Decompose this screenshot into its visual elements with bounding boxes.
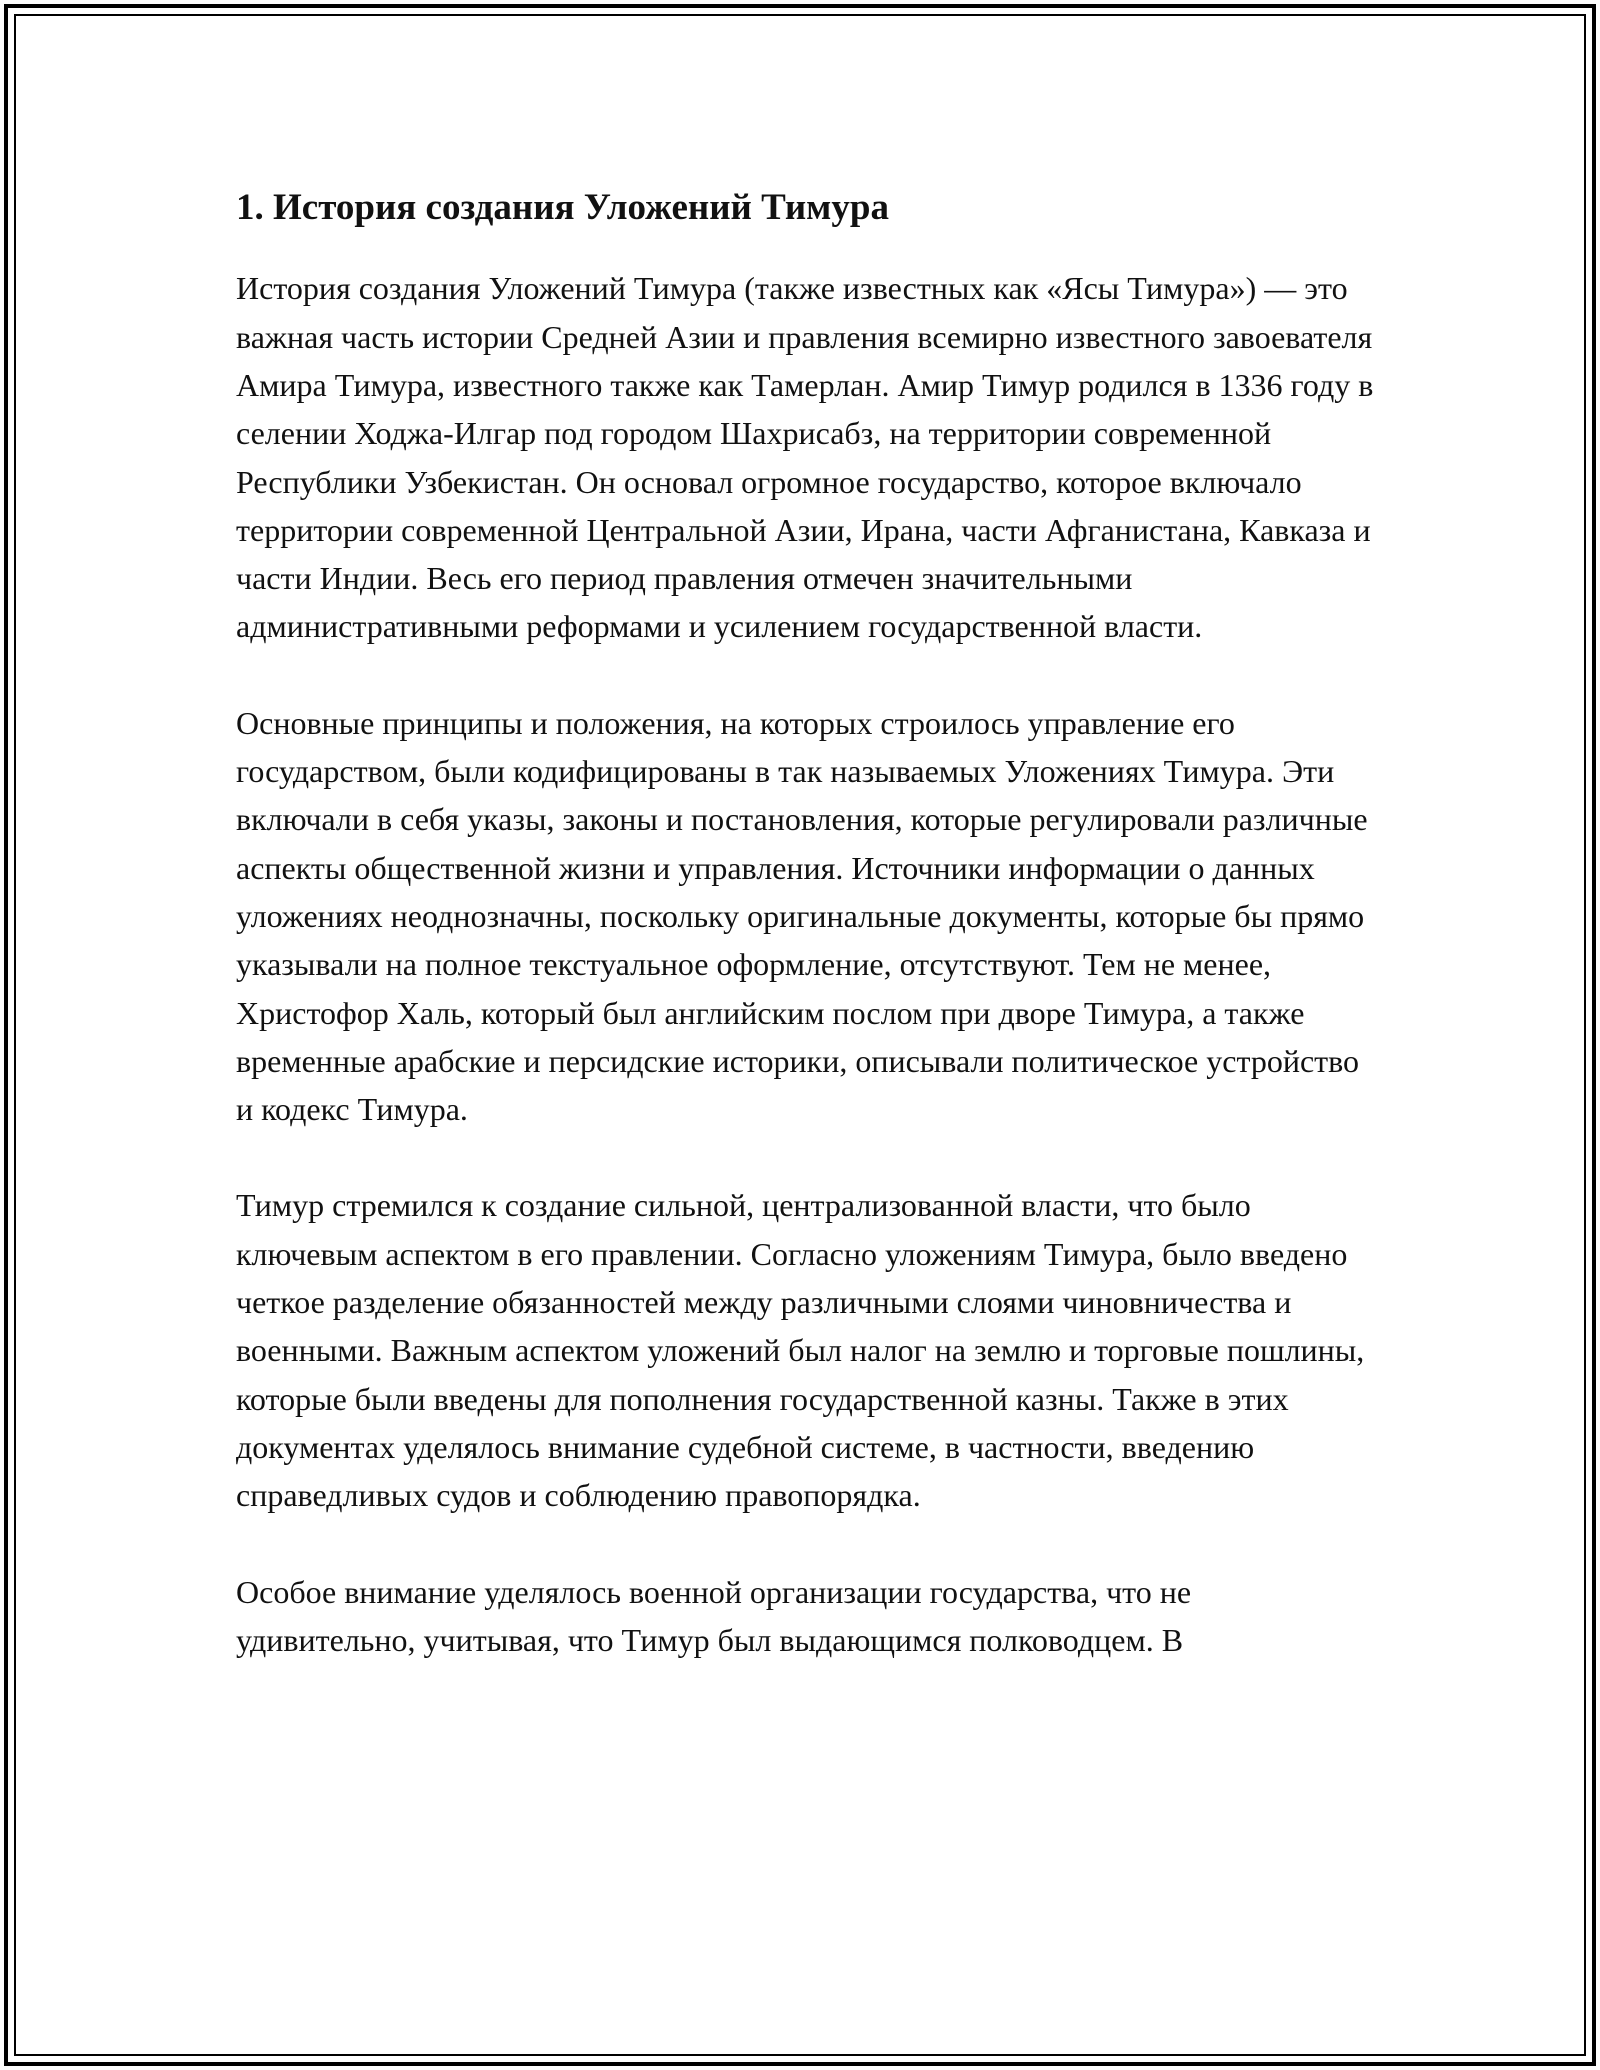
section-heading: 1. История создания Уложений Тимура <box>236 187 889 228</box>
paragraph-1: История создания Уложений Тимура (также известных как «Ясы Тимура») — это важная часть истории Средней Азии и правления всемирно известного завоевателя Амира Тимура, известного также как Тамерлан. Амир Тимур родился в 1336 году в селении Ходжа-Илгар под городом Шахрисабз, на территории современной Республики Узбекистан. Он основал огромное государство, которое включало территории современной Центральной Азии, Ирана, части Афганистана, Кавказа и части Индии. Весь его период правления отмечен значительными административными реформами и усилением государственной власти. <box>236 270 1374 645</box>
document-body <box>236 186 1376 1712</box>
paragraph-4: Особое внимание уделялось военной организации государства, что не удивительно, учитывая, что Тимур был выдающимся полководцем. В <box>236 1573 1192 1658</box>
paragraph-2: Основные принципы и положения, на которых строилось управление его государством, были кодифицированы в так называемых Уложениях Тимура. Эти включали в себя указы, законы и постановления, которые регулировали различные аспекты общественной жизни и управления. Источники информации о данных уложениях неоднозначны, поскольку оригинальные документы, которые бы прямо указывали на полное текстуальное оформление, отсутствуют. Тем не менее, Христофор Халь, который был английским послом при дворе Тимура, а также временные арабские и персидские историки, описывали политическое устройство и кодекс Тимура. <box>236 704 1368 1128</box>
paragraph-3: Тимур стремился к создание сильной, централизованной власти, что было ключевым аспектом в его правлении. Согласно уложениям Тимура, было введено четкое разделение обязанностей между различными слоями чиновничества и военными. Важным аспектом уложений был налог на землю и торговые пошлины, которые были введены для пополнения государственной казны. Также в этих документах уделялось внимание судебной системе, в частности, введению справедливых судов и соблюдению правопорядка. <box>236 1187 1365 1514</box>
